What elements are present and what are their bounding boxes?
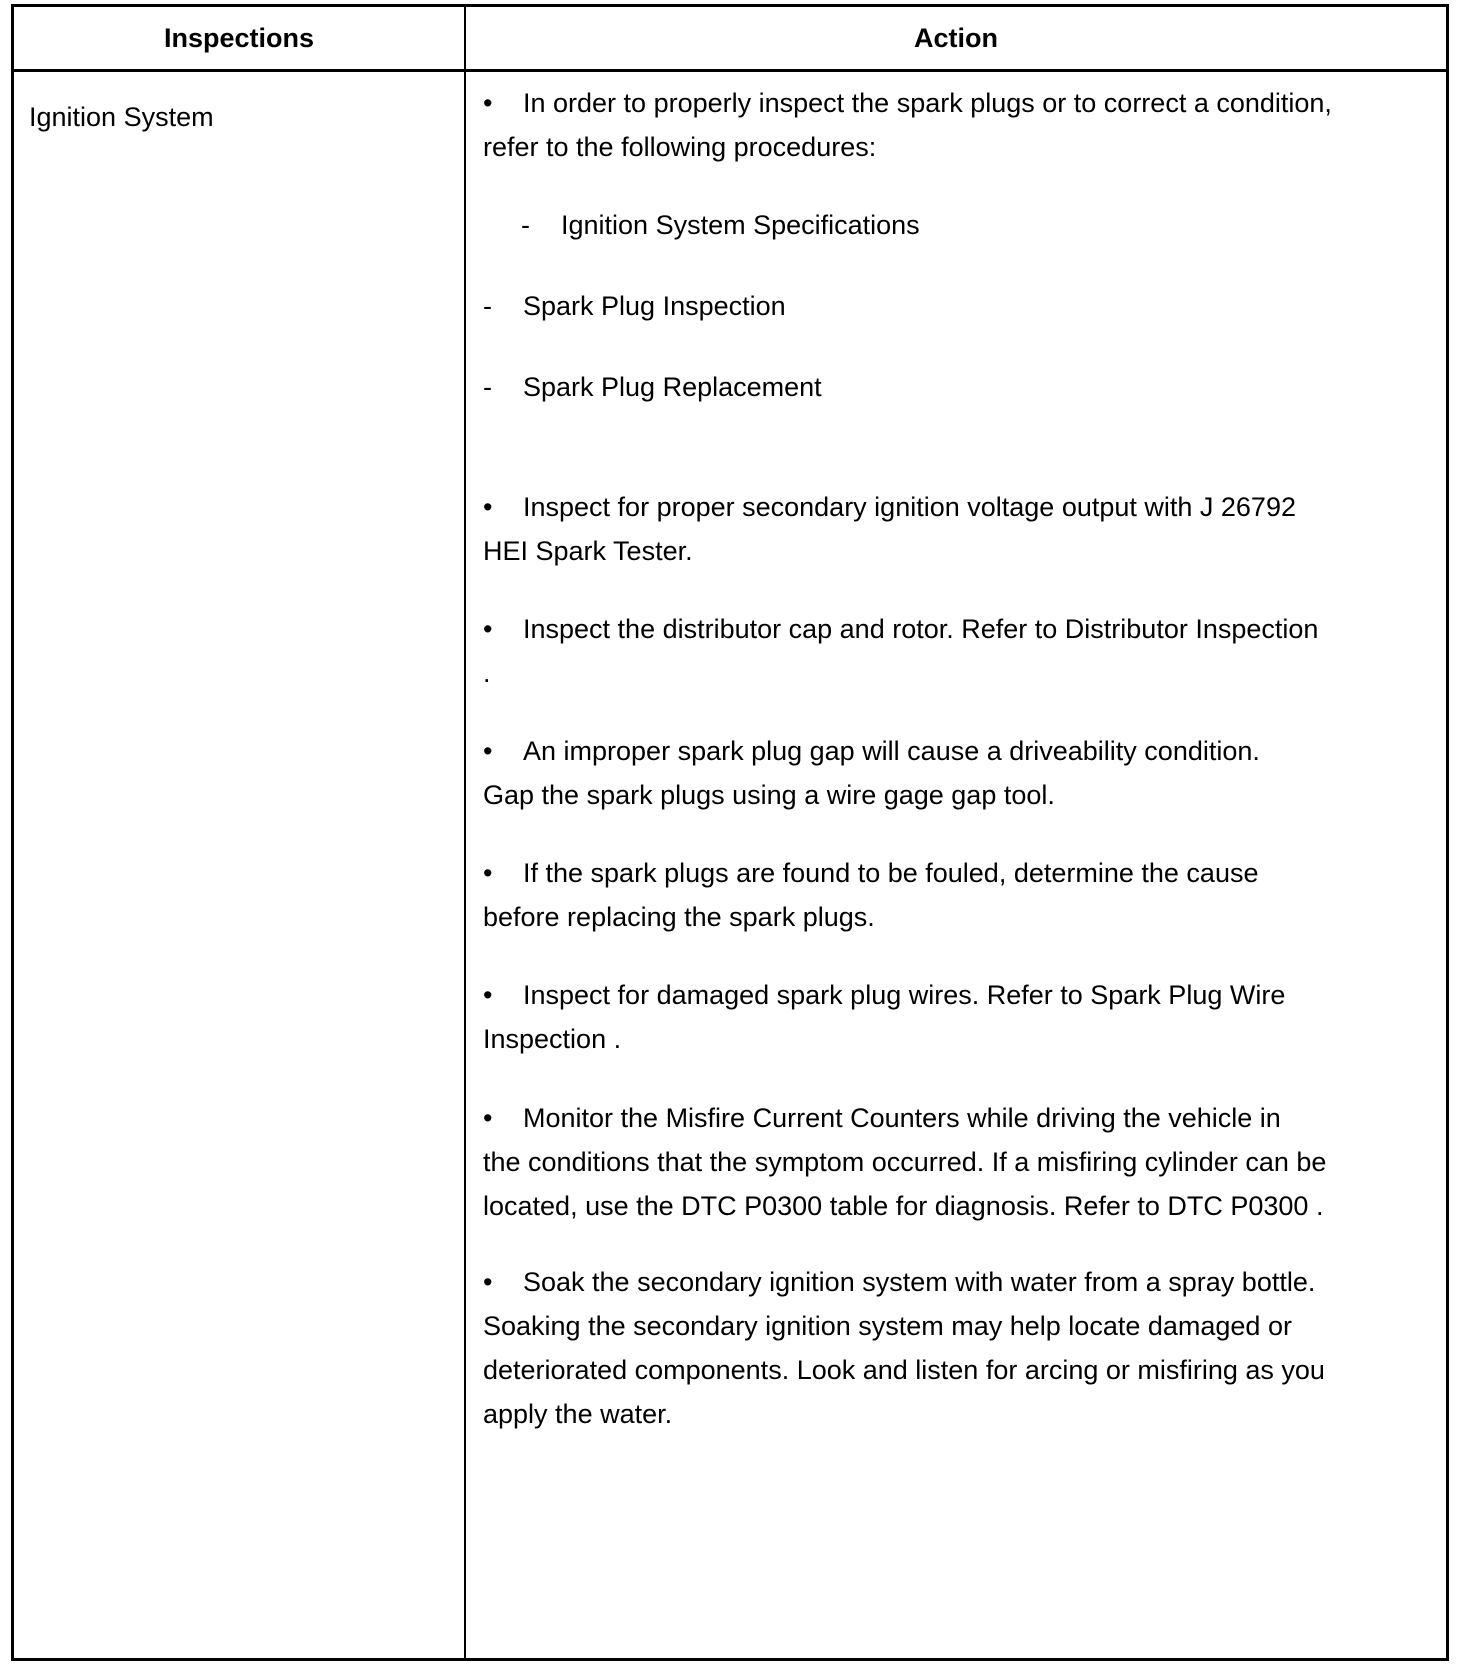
action-item-4 (483, 729, 1260, 817)
inspection-table (11, 4, 1449, 1661)
action-item-8 (483, 1260, 1325, 1436)
action-7-line-2: the conditions that the symptom occurred. If a misfiring cylinder can be (483, 1147, 1327, 1177)
sub-item-2-label: Spark Plug Inspection (523, 291, 786, 321)
action-5-line-1: If the spark plugs are found to be fouled, determine the cause (523, 858, 1259, 888)
action-2-line-1: Inspect for proper secondary ignition voltage output with J 26792 (523, 492, 1296, 522)
inspection-ignition-system: Ignition System (29, 102, 214, 132)
action-3-line-1: Inspect the distributor cap and rotor. Refer to Distributor Inspection (523, 614, 1319, 644)
sub-item-3-label: Spark Plug Replacement (523, 372, 822, 402)
sub-item-1-label: Ignition System Specifications (561, 210, 920, 240)
action-1-line-2: refer to the following procedures: (483, 132, 877, 162)
action-item-5 (483, 851, 1258, 939)
dash-icon: - (521, 210, 530, 240)
dash-icon: - (483, 372, 492, 402)
bullet-icon: • (483, 492, 493, 522)
action-item-1 (483, 81, 1332, 169)
bullet-icon: • (483, 980, 493, 1010)
dash-icon: - (483, 291, 492, 321)
action-8-line-4: apply the water. (483, 1399, 673, 1429)
action-item-2 (483, 485, 1296, 573)
header-inspections: Inspections (163, 22, 315, 53)
action-6-line-1: Inspect for damaged spark plug wires. Refer to Spark Plug Wire (523, 980, 1286, 1010)
header-divider (14, 69, 1446, 72)
action-2-line-2: HEI Spark Tester. (483, 536, 693, 566)
sub-item-1 (521, 203, 920, 247)
bullet-icon: • (483, 88, 493, 118)
action-item-7 (483, 1096, 1326, 1228)
bullet-icon: • (483, 1103, 493, 1133)
action-3-line-2: . (483, 658, 491, 688)
action-item-6 (483, 973, 1285, 1061)
bullet-icon: • (483, 614, 493, 644)
header-action: Action (914, 22, 998, 53)
action-8-line-3: deteriorated components. Look and listen for arcing or misfiring as you (483, 1355, 1325, 1385)
bullet-icon: • (483, 736, 493, 766)
action-7-line-3: located, use the DTC P0300 table for diagnosis. Refer to DTC P0300 . (483, 1191, 1324, 1221)
action-4-line-2: Gap the spark plugs using a wire gage gap tool. (483, 780, 1055, 810)
bullet-icon: • (483, 858, 493, 888)
action-8-line-1: Soak the secondary ignition system with water from a spray bottle. (523, 1267, 1316, 1297)
action-7-line-1: Monitor the Misfire Current Counters while driving the vehicle in (523, 1103, 1281, 1133)
sub-item-3 (483, 365, 822, 409)
action-5-line-2: before replacing the spark plugs. (483, 902, 875, 932)
action-8-line-2: Soaking the secondary ignition system may help locate damaged or (483, 1311, 1292, 1341)
action-6-line-2: Inspection . (483, 1024, 622, 1054)
action-item-3 (483, 607, 1318, 695)
action-4-line-1: An improper spark plug gap will cause a driveability condition. (523, 736, 1260, 766)
bullet-icon: • (483, 1267, 493, 1297)
column-divider (464, 7, 466, 1658)
action-1-line-1: In order to properly inspect the spark plugs or to correct a condition, (523, 88, 1332, 118)
sub-item-2 (483, 284, 786, 328)
